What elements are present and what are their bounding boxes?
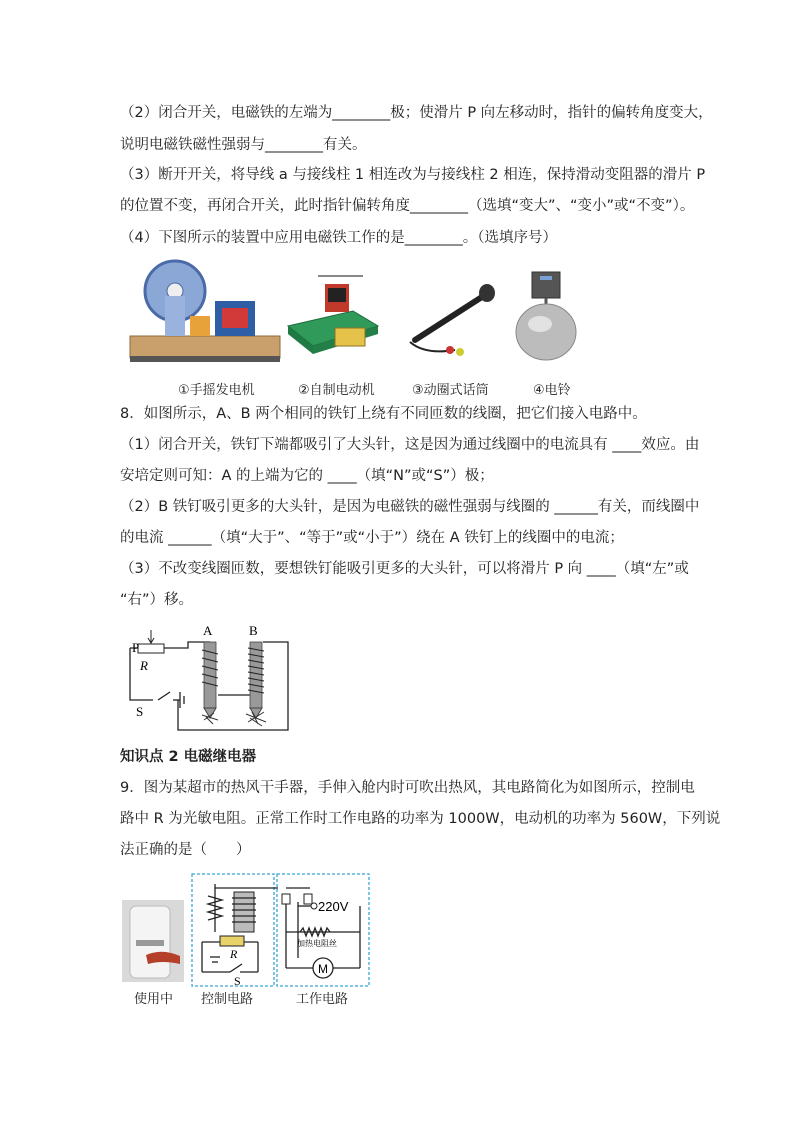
caption-in-use: 使用中 xyxy=(134,992,174,1007)
voltage-label: 220V xyxy=(318,899,349,914)
q7-part2-line1: （2）闭合开关，电磁铁的左端为________极；使滑片 P 向左移动时，指针的偏转角度变大， xyxy=(120,105,713,121)
motor-label: M xyxy=(318,962,328,976)
label-S-switch: S xyxy=(234,974,241,988)
section-title: 知识点 2 电磁继电器 xyxy=(120,749,257,765)
caption-hand-generator: ①手摇发电机 xyxy=(178,383,255,398)
label-P: P xyxy=(132,640,140,655)
q8-line7: “右”）移。 xyxy=(120,592,194,608)
q9-line1: 9．图为某超市的热风干手器，手伸入舱内时可吹出热风，其电路简化为如图所示，控制电 xyxy=(120,780,695,796)
q8-line6: （3）不改变线圈匝数，要想铁钉能吸引更多的大头针，可以将滑片 P 向 ____（填“左”或 xyxy=(120,561,689,577)
label-B: B xyxy=(249,623,258,638)
heater-label: 加热电阻丝 xyxy=(297,939,337,948)
q7-part3-line2: 的位置不变，再闭合开关，此时指针偏转角度________（选填“变大”、“变小”或“不变”）。 xyxy=(120,198,695,214)
electric-bell-photo xyxy=(510,270,580,370)
caption-electric-bell: ④电铃 xyxy=(533,383,571,398)
caption-microphone: ③动圈式话筒 xyxy=(412,383,489,398)
q9-line2: 路中 R 为光敏电阻。正常工作时工作电路的功率为 1000W，电动机的功率为 560W，下列说 xyxy=(120,811,721,827)
q8-line4: （2）B 铁钉吸引更多的大头针，是因为电磁铁的磁性强弱与线圈的 ______有关，而线圈中 xyxy=(120,499,700,515)
q9-line3: 法正确的是（ ） xyxy=(120,842,251,858)
hand-dryer-photo xyxy=(122,900,184,982)
q8-line2: （1）闭合开关，铁钉下端都吸引了大头针，这是因为通过线圈中的电流具有 ____效应。由 xyxy=(120,437,700,453)
label-S: S xyxy=(136,704,144,719)
q7-part4-line1: （4）下图所示的装置中应用电磁铁工作的是________。（选填序号） xyxy=(120,230,557,246)
q8-line5: 的电流 ______（填“大于”、“等于”或“小于”）绕在 A 铁钉上的线圈中的电流； xyxy=(120,530,624,546)
q8-line3: 安培定则可知：A 的上端为它的 ____（填“N”或“S”）极； xyxy=(120,468,494,484)
hand-generator-photo xyxy=(120,256,290,366)
label-A: A xyxy=(203,623,213,638)
label-R: R xyxy=(140,658,148,673)
nail-electromagnet-circuit xyxy=(118,620,298,735)
caption-homemade-motor: ②自制电动机 xyxy=(298,383,375,398)
q7-part3-line1: （3）断开开关，将导线 a 与接线柱 1 相连改为与接线柱 2 相连，保持滑动变阻器的滑片 P xyxy=(120,167,706,183)
label-R-photoresistor: R xyxy=(230,947,238,961)
homemade-motor-photo xyxy=(283,266,383,356)
caption-work-circuit: 工作电路 xyxy=(296,992,349,1007)
q8-line1: 8．如图所示，A、B 两个相同的铁钉上绕有不同匝数的线圈，把它们接入电路中。 xyxy=(120,406,647,422)
q7-part2-line2: 说明电磁铁磁性强弱与________有关。 xyxy=(120,137,367,153)
relay-circuit-diagram xyxy=(190,872,372,990)
microphone-photo xyxy=(395,280,505,360)
caption-control-circuit: 控制电路 xyxy=(201,992,254,1007)
